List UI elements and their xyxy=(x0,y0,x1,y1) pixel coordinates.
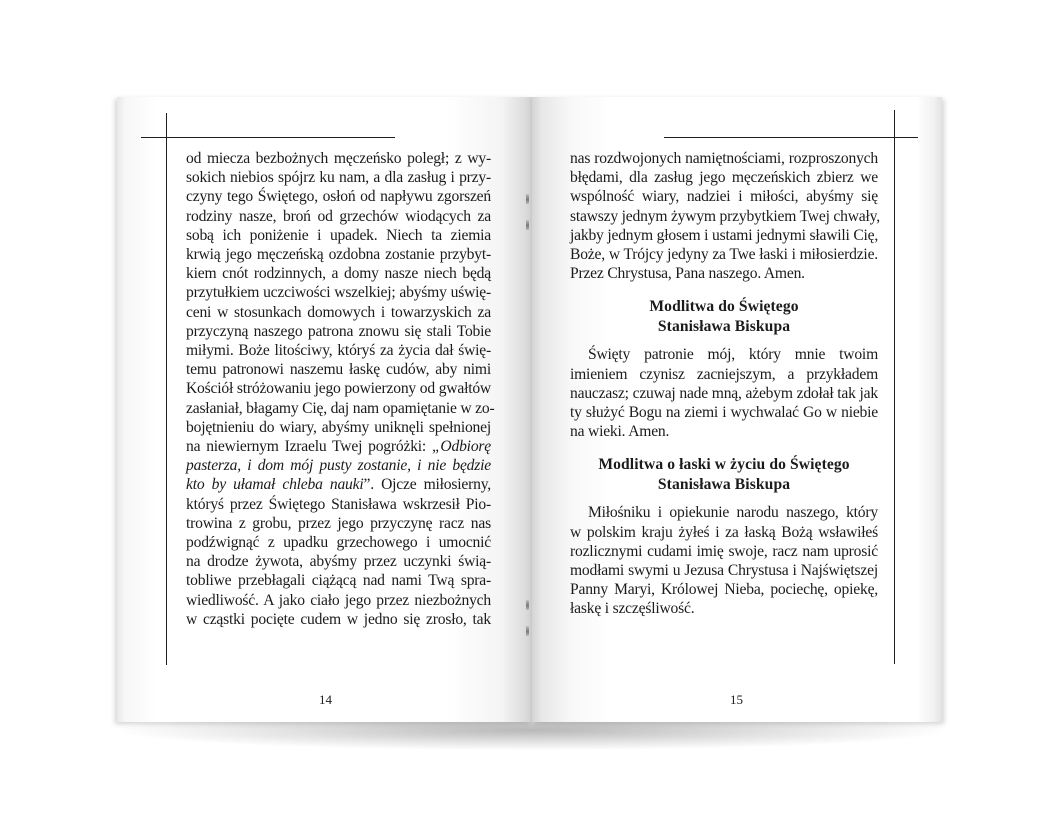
text-line: przyczyną naszego patrona znowu się stali Tobie xyxy=(186,322,491,340)
text-line: nas rozdwojonych namiętnościami, rozproszonych xyxy=(570,150,878,167)
prayer-heading: Modlitwa do Świętego xyxy=(649,298,799,316)
text-line: Święty patronie mój, który mnie twoim xyxy=(588,346,878,364)
prayer-heading: Modlitwa o łaski w życiu do Świętego xyxy=(598,456,850,474)
left-top-rule xyxy=(141,137,395,138)
page-number-right: 15 xyxy=(730,692,743,707)
text-line: imieniem czynisz zacniejszym, a przykładem xyxy=(570,365,878,383)
text-line: w polskim kraju żyłeś i za łaską Bożą wsławiłeś xyxy=(570,523,878,541)
right-side-rule xyxy=(894,110,895,664)
prayer-heading: Stanisława Biskupa xyxy=(657,318,791,336)
text-line: Przez Chrystusa, Pana naszego. Amen. xyxy=(570,265,805,283)
text-line: sokich niebios spójrz ku nam, a dla zasług i przy- xyxy=(186,169,491,187)
spacer xyxy=(570,283,878,297)
text-line: od miecza bezbożnych męczeńsko poległ; z wy- xyxy=(186,150,491,167)
text-line: stawszy jednym żywym przybytkiem Twej chwały, xyxy=(570,207,880,225)
text-line: Boże, w Trójcy jedyny za Twe łaski i miłosierdzie. xyxy=(570,246,878,264)
text-line: ceni w stosunkach domowych i towarzyskich za xyxy=(186,303,491,321)
left-page-text xyxy=(186,149,495,629)
text-line: wspólność wiary, nadziei i miłości, abyśmy się xyxy=(570,188,878,206)
text-segment: ”. Ojcze miłosierny, xyxy=(363,476,491,494)
spacer xyxy=(570,495,878,503)
left-side-rule xyxy=(166,113,167,665)
text-line: przytułkiem uczciwości wszelkiej; abyśmy uświę- xyxy=(186,284,491,302)
quote-segment: kto by ułamał chleba nauki xyxy=(186,476,364,494)
spacer xyxy=(570,441,878,455)
text-line: w cząstki pocięte cudem w jedno się zrosło, tak xyxy=(186,610,491,628)
text-line: na wieki. Amen. xyxy=(570,423,670,441)
text-line: łaskę i szczęśliwość. xyxy=(570,600,695,618)
text-line: trowina z grobu, przez jego przyczynę racz nas xyxy=(186,514,491,532)
spacer xyxy=(570,337,878,345)
text-line: krwią jego męczeńską ozdobna zostanie przybyt- xyxy=(186,246,491,264)
text-line-mixed xyxy=(186,437,491,456)
text-line: temu patronowi naszemu łaskę cudów, aby nimi xyxy=(186,361,491,379)
text-line: rodziny nasze, broń od grzechów wiodących za xyxy=(186,207,491,225)
text-line: któryś przez Świętego Stanisława wskrzesił Pio- xyxy=(186,495,491,513)
text-line: na drodze żywota, abyśmy przez uczynki świą- xyxy=(186,553,491,571)
quote-segment: „Odbiorę xyxy=(431,438,491,456)
binding-stitch xyxy=(526,220,529,230)
text-line: kiem cnót rodzinnych, a domy nasze niech będą xyxy=(186,265,491,283)
binding-stitch xyxy=(526,626,529,636)
right-top-rule xyxy=(664,137,918,138)
page-number-left: 14 xyxy=(319,692,332,707)
text-line: błędami, dla zasług jego męczeńskich zbierz we xyxy=(570,169,878,187)
prayer-heading: Stanisława Biskupa xyxy=(657,476,791,494)
binding-stitch xyxy=(526,600,529,610)
text-line: wiedliwość. A jako ciało jego przez niezbożnych xyxy=(186,591,491,609)
text-line: miłymi. Boże litościwy, któryś za życia dał świę- xyxy=(186,342,491,360)
text-segment: na niewiernym Izraelu Twej pogróżki: xyxy=(186,438,432,456)
text-line: ty służyć Bogu na ziemi i wychwalać Go w niebie xyxy=(570,404,878,422)
text-line: tobliwe przebłagali ciążącą nad nami Twą spra- xyxy=(186,572,491,590)
text-line: czyny tego Świętego, osłoń od napływu zgorszeń xyxy=(186,188,491,206)
binding-stitch xyxy=(526,194,529,204)
text-line: Panny Maryi, Królowej Nieba, pociechę, opiekę, xyxy=(570,581,878,599)
text-line: nauczasz; czuwaj nade mną, ażebym zdołał tak jak xyxy=(570,384,878,402)
quote-line: pasterza, i dom mój pusty zostanie, i nie będzie xyxy=(186,457,491,475)
text-line: Kościół stróżowaniu jego powierzony od gwałtów xyxy=(186,380,491,398)
text-line: rozlicznymi cudami imię swoje, racz nam uprosić xyxy=(570,542,878,560)
right-page-text xyxy=(570,149,878,619)
text-line: modłami swymi u Jezusa Chrystusa i Najświętszej xyxy=(570,562,878,580)
text-line: podźwignąć z upadku grzechowego i umocnić xyxy=(186,534,491,552)
text-line: sobą ich poniżenie i upadek. Niech ta ziemia xyxy=(186,226,491,244)
text-line: jakby jednym głosem i ustami jednymi sławili Cię, xyxy=(570,226,879,244)
text-line: bojętnieniu do wiary, abyśmy uniknęli spełnionej xyxy=(186,418,491,436)
text-line-mixed xyxy=(186,475,491,494)
text-line: zasłaniał, błagamy Cię, daj nam opamiętanie w zo- xyxy=(186,399,495,417)
text-line: Miłośniku i opiekunie narodu naszego, który xyxy=(588,504,878,522)
